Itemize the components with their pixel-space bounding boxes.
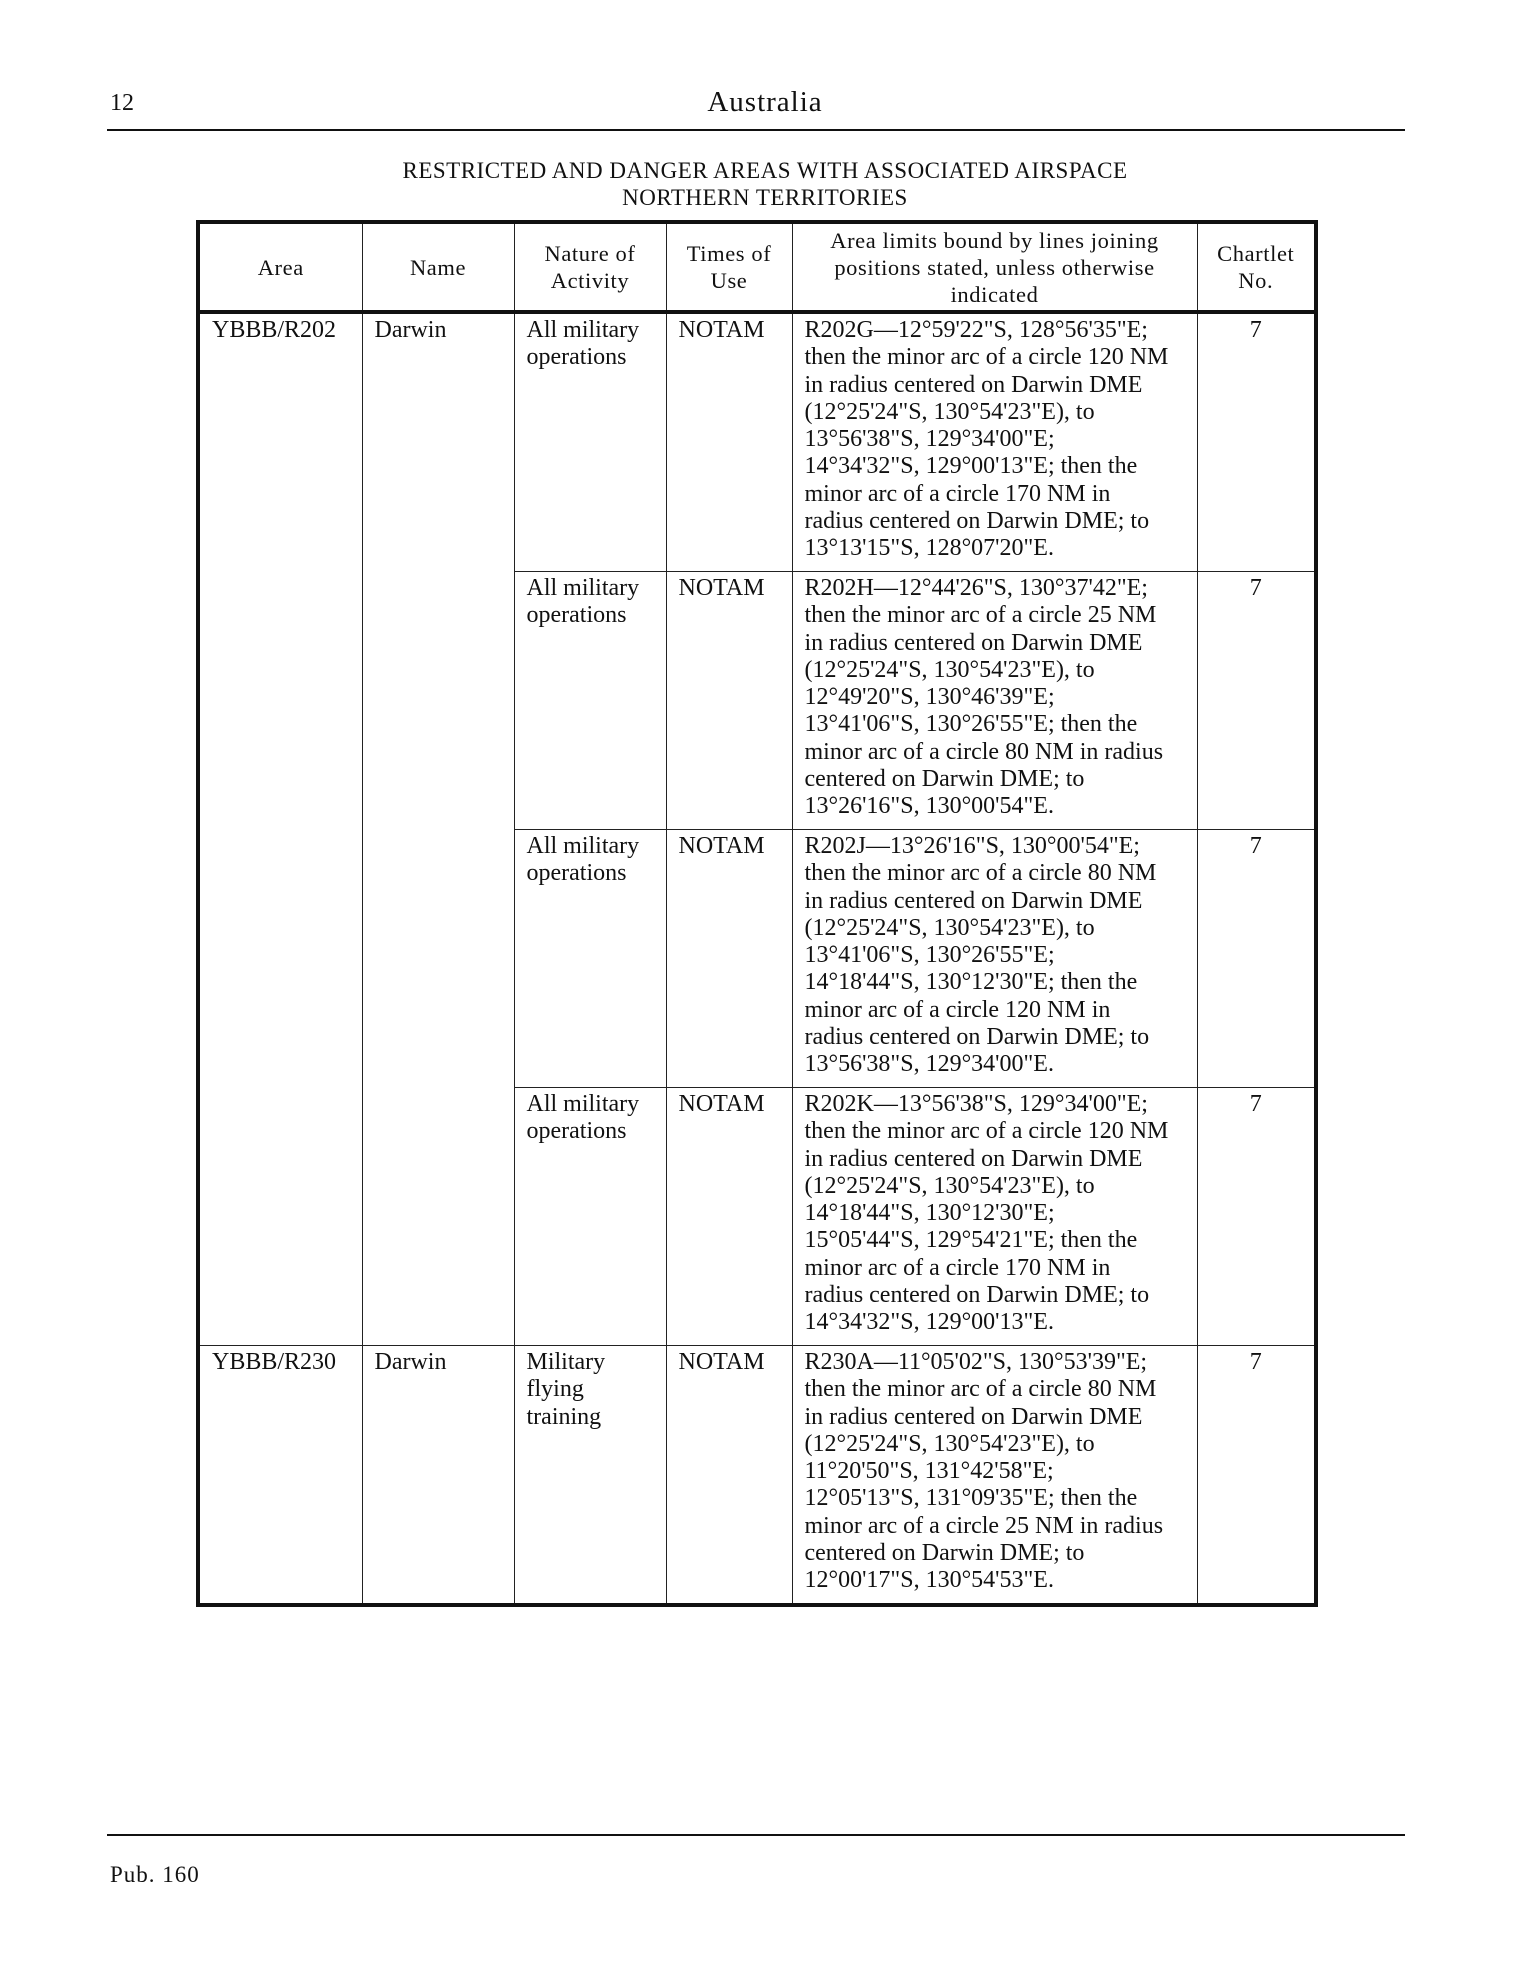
times-cell: NOTAM — [666, 830, 792, 1088]
limits-cell: R202H—12°44'26"S, 130°37'42"E; then the minor arc of a circle 25 NM in radius centered on Darwin DME (12°25'24"S, 130°54'23"E), to 12°49'20"S, 130°46'39"E; 13°41'06"S, 130°26'55"E; then the minor arc of a circle 80 NM in radius centered on Darwin DME; to 13°26'16"S, 130°00'54"E. — [792, 572, 1197, 830]
header-activity: Nature of Activity — [514, 222, 666, 312]
header-area: Area — [198, 222, 362, 312]
caption-line-1: RESTRICTED AND DANGER AREAS WITH ASSOCIATED AIRSPACE — [402, 158, 1128, 183]
limits-cell: R230A—11°05'02"S, 130°53'39"E; then the minor arc of a circle 80 NM in radius centered on Darwin DME (12°25'24"S, 130°54'23"E), to 11°20'50"S, 131°42'58"E; 12°05'13"S, 131°09'35"E; then the minor arc of a circle 25 NM in radius centered on Darwin DME; to 12°00'17"S, 130°54'53"E. — [792, 1346, 1197, 1606]
header-name: Name — [362, 222, 514, 312]
times-cell: NOTAM — [666, 572, 792, 830]
limits-cell: R202J—13°26'16"S, 130°00'54"E; then the minor arc of a circle 80 NM in radius centered on Darwin DME (12°25'24"S, 130°54'23"E), to 13°41'06"S, 130°26'55"E; 14°18'44"S, 130°12'30"E; then the minor arc of a circle 120 NM in radius centered on Darwin DME; to 13°56'38"S, 129°34'00"E. — [792, 830, 1197, 1088]
area-cell: YBBB/R202 — [198, 312, 362, 1346]
page-title: Australia — [707, 86, 823, 118]
chartlet-cell: 7 — [1197, 312, 1316, 572]
header-times: Times of Use — [666, 222, 792, 312]
table-row — [198, 312, 1316, 572]
header-chartlet: Chartlet No. — [1197, 222, 1316, 312]
chartlet-cell: 7 — [1197, 572, 1316, 830]
area-cell: YBBB/R230 — [198, 1346, 362, 1606]
chartlet-cell: 7 — [1197, 1088, 1316, 1346]
page-number: 12 — [110, 90, 134, 116]
name-cell: Darwin — [362, 312, 514, 1346]
times-cell: NOTAM — [666, 312, 792, 572]
activity-cell: All military operations — [514, 1088, 666, 1346]
header-rule — [107, 129, 1405, 131]
table-caption — [0, 157, 1530, 211]
restricted-areas-table — [196, 220, 1318, 1607]
caption-line-2: NORTHERN TERRITORIES — [622, 185, 908, 210]
header-limits: Area limits bound by lines joining positions stated, unless otherwise indicated — [792, 222, 1197, 312]
limits-cell: R202K—13°56'38"S, 129°34'00"E; then the minor arc of a circle 120 NM in radius centered on Darwin DME (12°25'24"S, 130°54'23"E), to 14°18'44"S, 130°12'30"E; 15°05'44"S, 129°54'21"E; then the minor arc of a circle 170 NM in radius centered on Darwin DME; to 14°34'32"S, 129°00'13"E. — [792, 1088, 1197, 1346]
times-cell: NOTAM — [666, 1346, 792, 1606]
times-cell: NOTAM — [666, 1088, 792, 1346]
activity-cell: Military flying training — [514, 1346, 666, 1606]
table-header-row — [198, 222, 1316, 312]
chartlet-cell: 7 — [1197, 830, 1316, 1088]
publication-number: Pub. 160 — [110, 1862, 200, 1887]
activity-cell: All military operations — [514, 830, 666, 1088]
name-cell: Darwin — [362, 1346, 514, 1606]
table-row — [198, 1346, 1316, 1606]
limits-cell: R202G—12°59'22"S, 128°56'35"E; then the minor arc of a circle 120 NM in radius centered on Darwin DME (12°25'24"S, 130°54'23"E), to 13°56'38"S, 129°34'00"E; 14°34'32"S, 129°00'13"E; then the minor arc of a circle 170 NM in radius centered on Darwin DME; to 13°13'15"S, 128°07'20"E. — [792, 312, 1197, 572]
activity-cell: All military operations — [514, 572, 666, 830]
footer-rule — [107, 1834, 1405, 1836]
chartlet-cell: 7 — [1197, 1346, 1316, 1606]
activity-cell: All military operations — [514, 312, 666, 572]
